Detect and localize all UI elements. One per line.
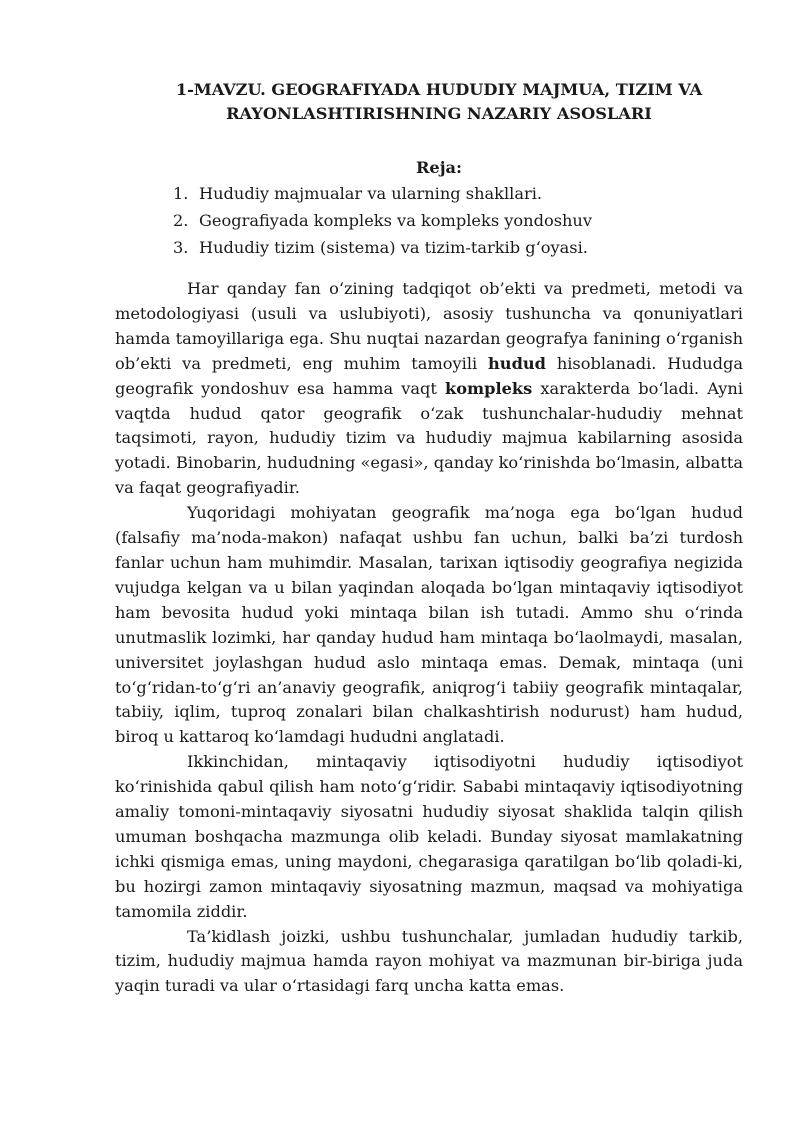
body-text [115, 277, 743, 999]
document-page [115, 78, 743, 999]
plan-item-number: 3. [173, 238, 189, 257]
paragraph-1-part-2: hisoblanadi. Hududga geografik yondoshuv esa hamma vaqt [115, 353, 743, 398]
plan-item-number: 1. [173, 184, 189, 203]
plan-item [173, 180, 743, 207]
term-kompleks: kompleks [445, 378, 533, 398]
paragraph-4: Ta’kidlash joizki, ushbu tushunchalar, jumladan hududiy tarkib, tizim, hududiy majmua hamda rayon mohiyat va mazmunan bir-biriga juda yaqin turadi va ular o‘rtasidagi farq uncha katta emas. [115, 926, 743, 996]
plan-item-text: Hududiy majmualar va ularning shakllari. [199, 184, 543, 203]
plan-list [115, 180, 743, 261]
paragraph-1 [115, 277, 743, 501]
title-line-2: RAYONLASHTIRISHNING NAZARIY ASOSLARI [226, 104, 652, 123]
term-hudud: hudud [488, 353, 546, 373]
paragraph-3: Ikkinchidan, mintaqaviy iqtisodiyotni hududiy iqtisodiyot ko‘rinishida qabul qilish ham noto‘g‘ridir. Sababi mintaqaviy iqtisodiyotning amaliy tomoni-mintaqaviy siyosatni hududiy siyosat shaklida talqin qilish umuman boshqacha mazmunga olib keladi. Bunday siyosat mamlakatning ichki qismiga emas, uning maydoni, chegarasiga qaratilgan bo‘lib qoladi-ki, bu hozirgi zamon mintaqaviy siyosatning mazmun, maqsad va mohiyatiga tamomila ziddir. [115, 752, 743, 921]
paragraph-1-part-1: Har qanday fan o‘zining tadqiqot ob’ekti va predmeti, metodi va metodologiyasi (usuli va uslubiyoti), asosiy tushuncha va qonuniyatlari hamda tamoyillariga ega. Shu nuqtai nazardan geografya fanining o‘rganish ob’ekti va predmeti, eng muhim tamoyili [115, 279, 743, 373]
paragraph-2: Yuqoridagi mohiyatan geografik ma’noga ega bo‘lgan hudud (falsafiy ma’noda-makon) nafaqat ushbu fan uchun, balki ba’zi turdosh fanlar uchun ham muhimdir. Masalan, tarixan iqtisodiy geografiya negizida vujudga kelgan va u bilan yaqindan aloqada bo‘lgan mintaqaviy iqtisodiyot ham bevosita hudud yoki mintaqa bilan ish tutadi. Ammo shu o‘rinda unutmaslik lozimki, har qanday hudud ham mintaqa bo‘laolmaydi, masalan, universitet joylashgan hudud aslo mintaqa emas. Demak, mintaqa (uni to‘g‘ridan-to‘g‘ri an’anaviy geografik, aniqrog‘i tabiiy geografik mintaqalar, tabiiy, iqlim, tuproq zonalari bilan chalkashtirish nodurust) ham hudud, biroq u kattaroq ko‘lamdagi hududni anglatadi. [115, 503, 743, 747]
plan-item-text: Hududiy tizim (sistema) va tizim-tarkib g‘oyasi. [199, 238, 588, 257]
plan-item [173, 234, 743, 261]
title-line-1: 1-MAVZU. GEOGRAFIYADA HUDUDIY MAJMUA, TIZIM VA [175, 80, 703, 99]
plan-heading: Reja: [415, 158, 463, 177]
plan-item-text: Geografiyada kompleks va kompleks yondoshuv [199, 211, 592, 230]
document-title [115, 78, 743, 126]
paragraph-1-part-3: xarakterda bo‘ladi. Ayni vaqtda hudud qator geografik o‘zak tushunchalar-hududiy mehnat taqsimoti, rayon, hududiy tizim va hududiy majmua kabilarning asosida yotadi. Binobarin, hududning «egasi», qanday ko‘rinishda bo‘lmasin, albatta va faqat geografiyadir. [115, 378, 743, 498]
plan-item [173, 207, 743, 234]
plan-item-number: 2. [173, 211, 189, 230]
